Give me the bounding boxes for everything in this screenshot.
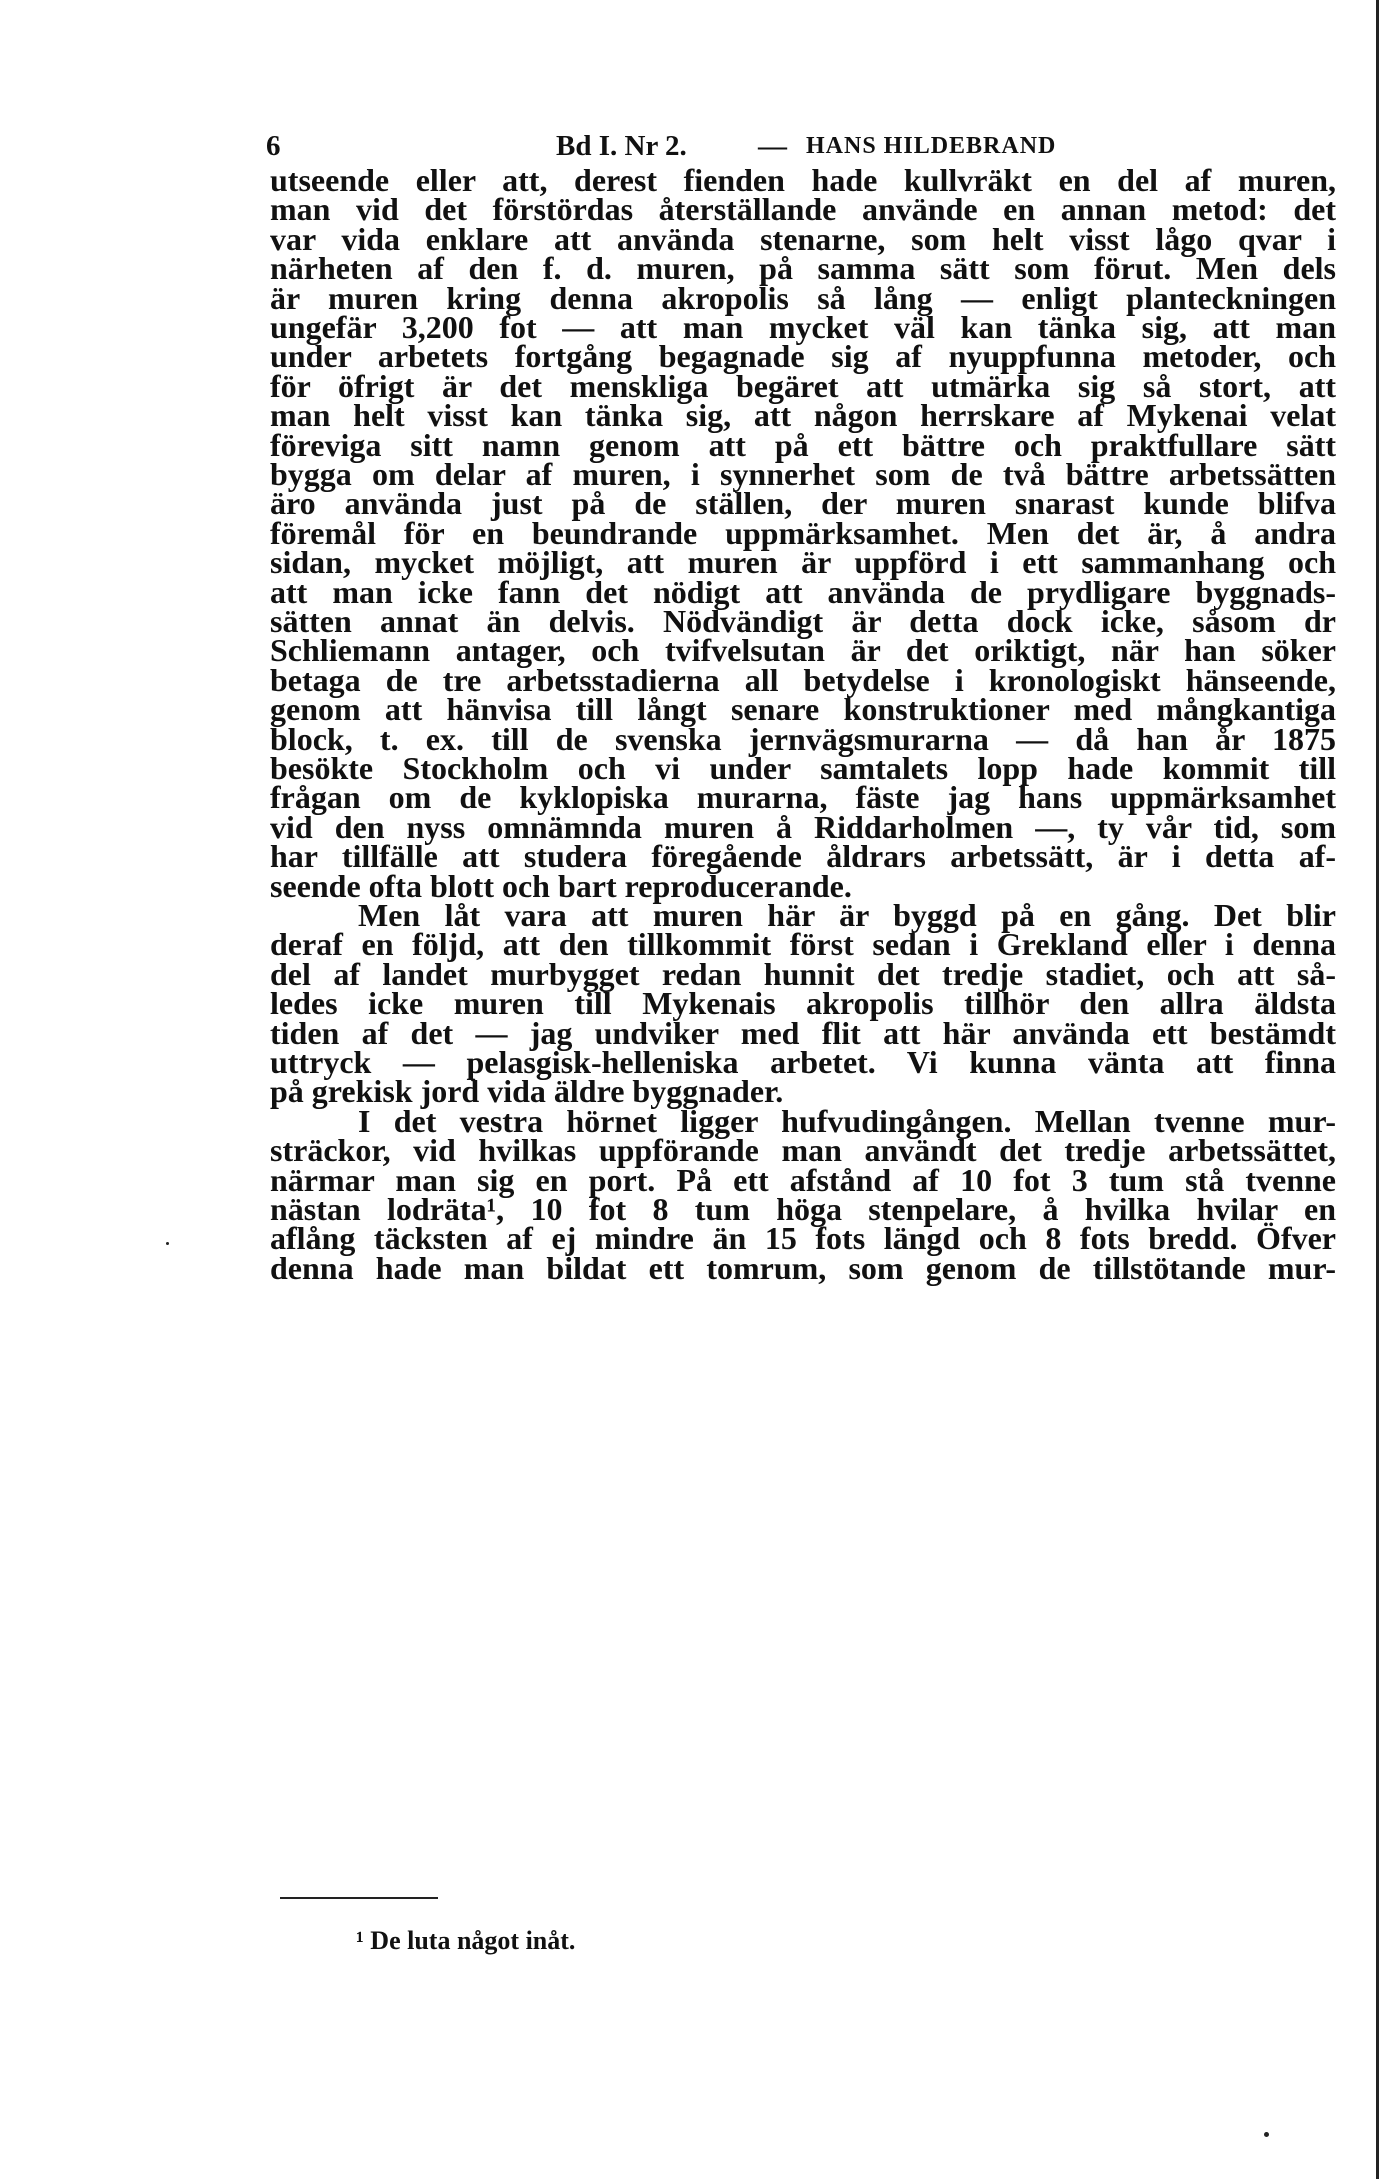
text-line: närheten af den f. d. muren, på samma sätt som förut. Men dels (270, 250, 1336, 286)
text-line: på grekisk jord vida äldre byggnader. (270, 1073, 784, 1109)
text-line: bygga om delar af muren, i synnerhet som de två bättre arbetssätten (270, 456, 1336, 492)
header-dash: — (758, 130, 787, 162)
text-line: deraf en följd, att den tillkommit först sedan i Grekland eller i denna (270, 926, 1336, 962)
text-line: ungefär 3,200 fot — att man mycket väl kan tänka sig, att man (270, 309, 1336, 345)
text-line: föreviga sitt namn genom att på ett bättre och praktfullare sätt (270, 427, 1336, 463)
header-author: HANS HILDEBRAND (806, 133, 1057, 159)
text-line: är muren kring denna akropolis så lång — enligt planteckningen (270, 280, 1336, 316)
text-line: har tillfälle att studera föregående åldrars arbetssätt, är i detta af- (270, 838, 1336, 874)
text-line: närmar man sig en port. På ett afstånd af 10 fot 3 tum stå tvenne (270, 1162, 1336, 1198)
text-line: block, t. ex. till de svenska jernvägsmurarna — då han år 1875 (270, 721, 1336, 757)
text-line: aflång täcksten af ej mindre än 15 fots längd och 8 fots bredd. Öfver (270, 1220, 1336, 1256)
text-line: man vid det förstördas återställande använde en annan metod: det (270, 191, 1336, 227)
text-line: äro använda just på de ställen, der muren snarast kunde blifva (270, 485, 1336, 521)
text-line: för öfrigt är det menskliga begäret att utmärka sig så stort, att (270, 368, 1336, 404)
text-line: sätten annat än delvis. Nödvändigt är detta dock icke, såsom dr (270, 603, 1336, 639)
text-line: seende ofta blott och bart reproducerande. (270, 868, 852, 904)
text-line: denna hade man bildat ett tomrum, som genom de tillstötande mur- (270, 1250, 1336, 1286)
text-line: frågan om de kyklopiska murarna, fäste jag hans uppmärksamhet (270, 779, 1336, 815)
text-line: ledes icke muren till Mykenais akropolis tillhör den allra äldsta (270, 985, 1336, 1021)
ink-speck (166, 1242, 169, 1245)
text-line: sidan, mycket möjligt, att muren är uppförd i ett sammanhang och (270, 544, 1336, 580)
footnote-rule (280, 1897, 438, 1899)
text-line: tiden af det — jag undviker med flit att här använda ett bestämdt (270, 1015, 1336, 1051)
text-line: vid den nyss omnämnda muren å Riddarholmen —, ty vår tid, som (270, 809, 1336, 845)
text-line: betaga de tre arbetsstadierna all betydelse i kronologiskt hänseende, (270, 662, 1336, 698)
footnote: ¹ De luta något inåt. (356, 1926, 576, 1955)
text-line: I det vestra hörnet ligger hufvudingången. Mellan tvenne mur- (358, 1103, 1336, 1139)
text-line: Men låt vara att muren här är byggd på en gång. Det blir (358, 897, 1336, 933)
text-line: genom att hänvisa till långt senare konstruktioner med mångkantiga (270, 691, 1336, 727)
text-line: Schliemann antager, och tvifvelsutan är det oriktigt, när han söker (270, 632, 1336, 668)
text-line: sträckor, vid hvilkas uppförande man användt det tredje arbetssättet, (270, 1132, 1336, 1168)
text-line: var vida enklare att använda stenarne, som helt visst lågo qvar i (270, 221, 1336, 257)
text-line: uttryck — pelasgisk-helleniska arbetet. Vi kunna vänta att finna (270, 1044, 1336, 1080)
text-line: man helt visst kan tänka sig, att någon herrskare af Mykenai velat (270, 397, 1336, 433)
page-number: 6 (266, 130, 281, 162)
text-line: föremål för en beundrande uppmärksamhet. Men det är, å andra (270, 515, 1336, 551)
text-line: under arbetets fortgång begagnade sig af nyuppfunna metoder, och (270, 338, 1336, 374)
text-line: utseende eller att, derest fienden hade kullvräkt en del af muren, (270, 162, 1336, 198)
text-line: att man icke fann det nödigt att använda de prydligare byggnads- (270, 574, 1336, 610)
page-edge-rule (1376, 0, 1379, 2179)
text-line: del af landet murbygget redan hunnit det tredje stadiet, och att så- (270, 956, 1336, 992)
text-line: besökte Stockholm och vi under samtalets lopp hade kommit till (270, 750, 1336, 786)
text-line: nästan lodräta¹, 10 fot 8 tum höga stenpelare, å hvilka hvilar en (270, 1191, 1336, 1227)
ink-speck (1264, 2132, 1269, 2137)
volume-number: Bd I. Nr 2. (556, 130, 687, 162)
